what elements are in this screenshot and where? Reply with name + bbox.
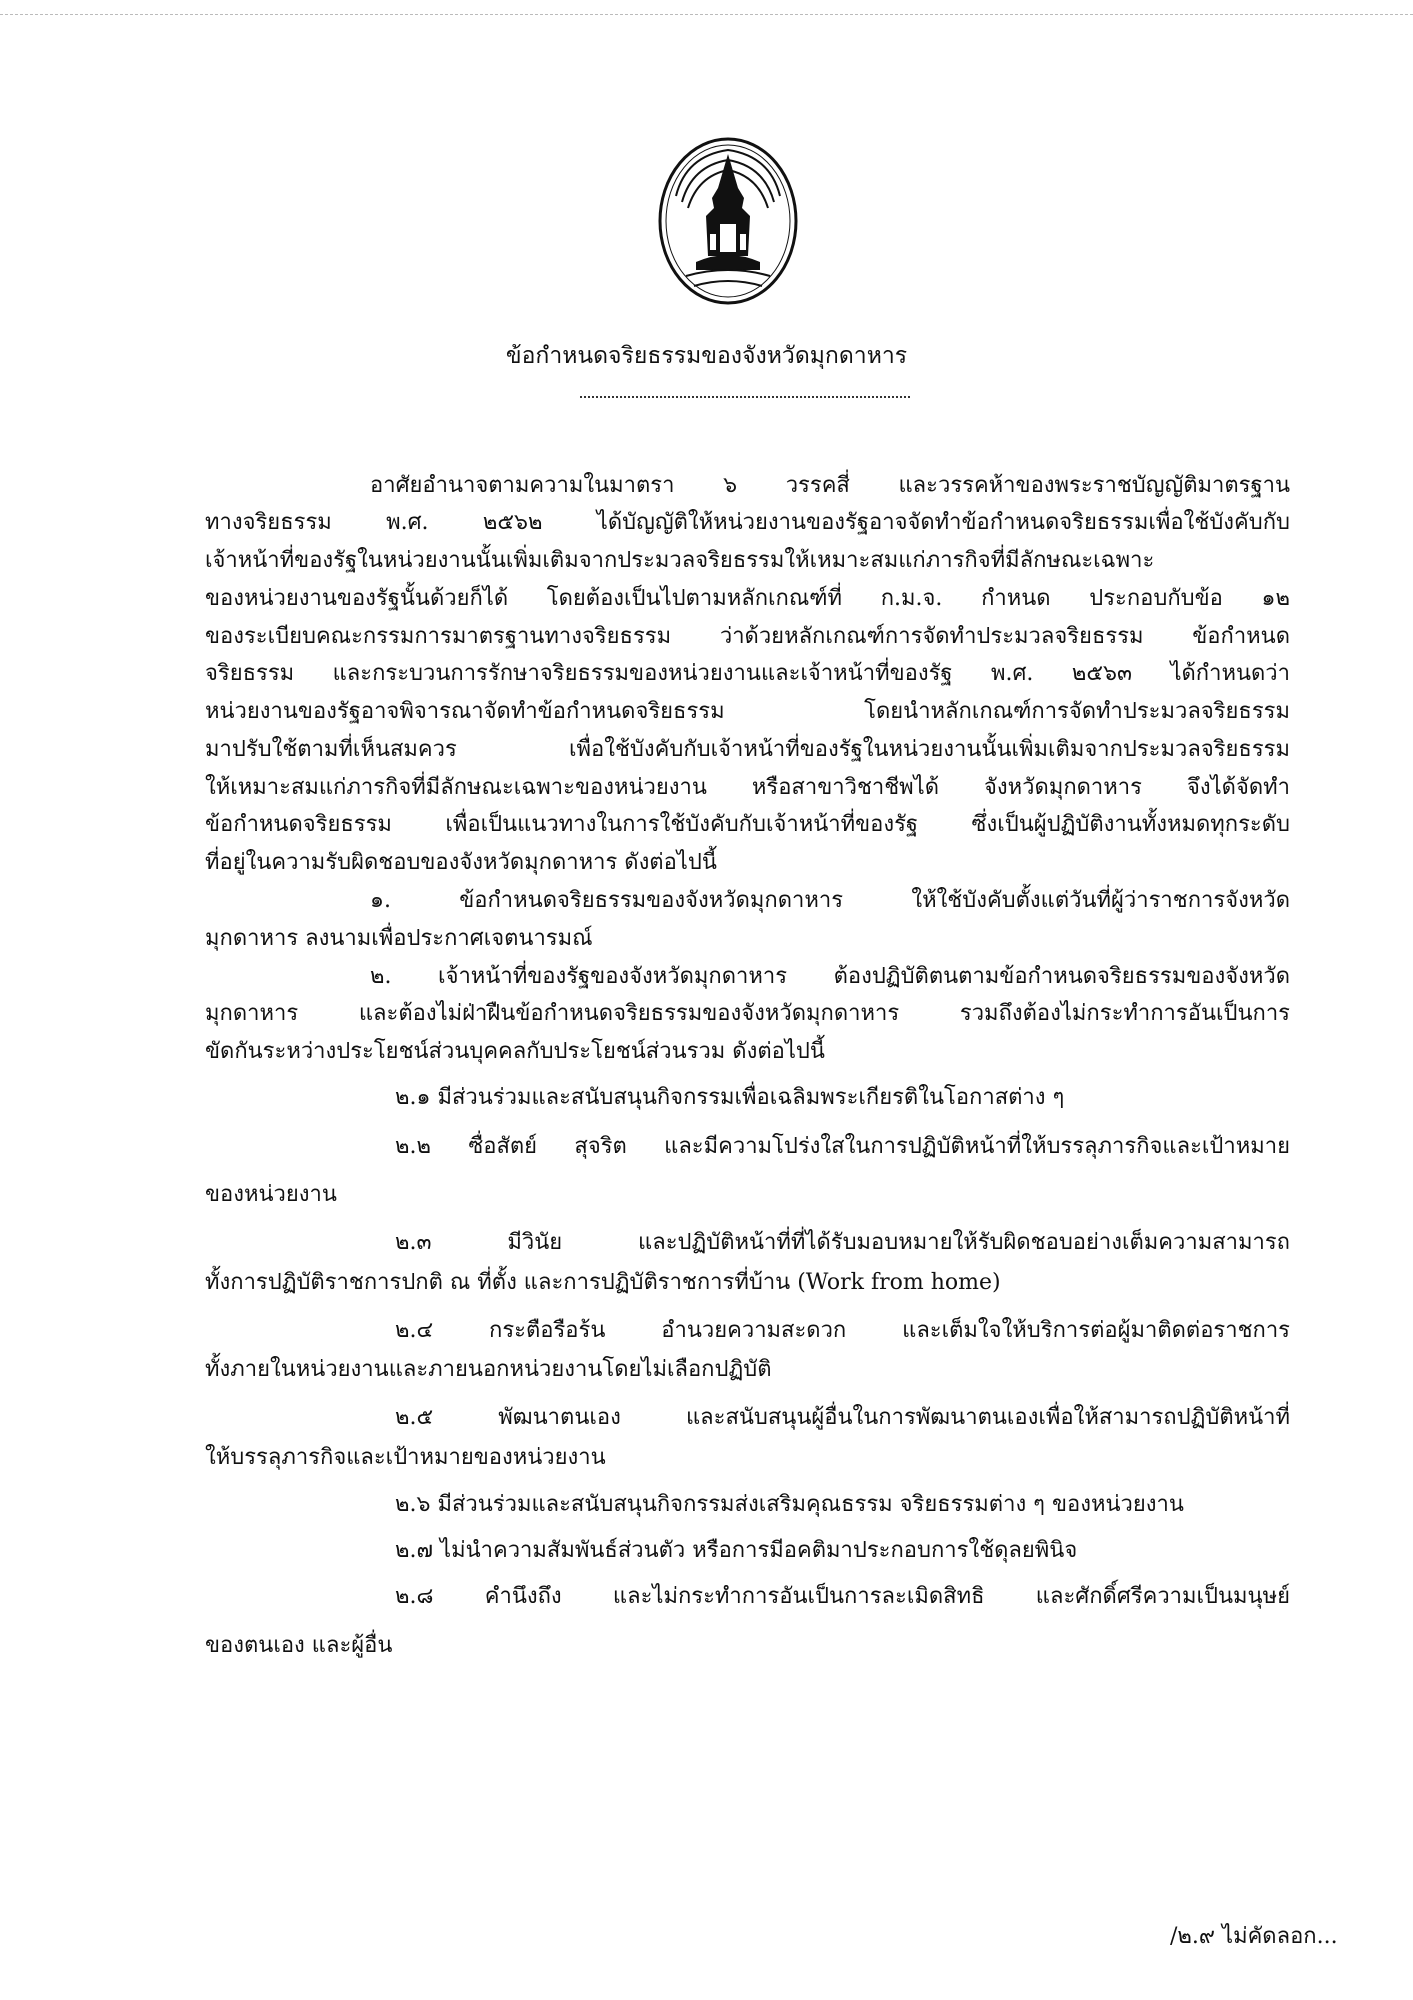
clause-2-2-line-1: ๒.๒ ซื่อสัตย์ สุจริต และมีความโปร่งใสในการปฏิบัติหน้าที่ให้บรรลุภารกิจและเป้าหมาย: [395, 1134, 1290, 1159]
body-line-5: ของระเบียบคณะกรรมการมาตรฐานทางจริยธรรม ว่าด้วยหลักเกณฑ์การจัดทำประมวลจริยธรรม ข้อกำหนด: [205, 624, 1290, 649]
clause-2-5-line-2: ให้บรรลุภารกิจและเป้าหมายของหน่วยงาน: [205, 1445, 606, 1470]
title-dotted-rule: [580, 396, 910, 398]
continuation-note: /๒.๙ ไม่คัดลอก...: [1170, 1924, 1338, 1949]
body-line-8: มาปรับใช้ตามที่เห็นสมควร เพื่อใช้บังคับกับเจ้าหน้าที่ของรัฐในหน่วยงานนั้นเพิ่มเติมจากประมวลจริยธรรม: [205, 737, 1290, 762]
clause-2-4-line-2: ทั้งภายในหน่วยงานและภายนอกหน่วยงานโดยไม่เลือกปฏิบัติ: [205, 1357, 772, 1382]
clause-2-5-line-1: ๒.๕ พัฒนาตนเอง และสนับสนุนผู้อื่นในการพัฒนาตนเองเพื่อให้สามารถปฏิบัติหน้าที่: [395, 1405, 1290, 1430]
body-line-11: ที่อยู่ในความรับผิดชอบของจังหวัดมุกดาหาร ดังต่อไปนี้: [205, 850, 717, 875]
body-line-6: จริยธรรม และกระบวนการรักษาจริยธรรมของหน่วยงานและเจ้าหน้าที่ของรัฐ พ.ศ. ๒๕๖๓ ได้กำหนดว่า: [205, 661, 1290, 686]
scan-edge-line: [0, 14, 1413, 15]
clause-2-line-1: ๒. เจ้าหน้าที่ของรัฐของจังหวัดมุกดาหาร ต้องปฏิบัติตนตามข้อกำหนดจริยธรรมของจังหวัด: [370, 964, 1290, 989]
clause-2-3-line-1: ๒.๓ มีวินัย และปฏิบัติหน้าที่ที่ได้รับมอบหมายให้รับผิดชอบอย่างเต็มความสามารถ: [395, 1230, 1290, 1255]
body-line-7: หน่วยงานของรัฐอาจพิจารณาจัดทำข้อกำหนดจริยธรรม โดยนำหลักเกณฑ์การจัดทำประมวลจริยธรรม: [205, 699, 1290, 724]
clause-2-7: ๒.๗ ไม่นำความสัมพันธ์ส่วนตัว หรือการมีอคติมาประกอบการใช้ดุลยพินิจ: [395, 1538, 1078, 1563]
body-line-2: ทางจริยธรรม พ.ศ. ๒๕๖๒ ได้บัญญัติให้หน่วยงานของรัฐอาจจัดทำข้อกำหนดจริยธรรมเพื่อใช้บังคับกับ: [205, 510, 1290, 535]
clause-2-line-2: มุกดาหาร และต้องไม่ฝ่าฝืนข้อกำหนดจริยธรรมของจังหวัดมุกดาหาร รวมถึงต้องไม่กระทำการอันเป็นการ: [205, 1001, 1290, 1026]
body-line-9: ให้เหมาะสมแก่ภารกิจที่มีลักษณะเฉพาะของหน่วยงาน หรือสาขาวิชาชีพได้ จังหวัดมุกดาหาร จึงได้จัดทำ: [205, 775, 1290, 800]
body-line-4: ของหน่วยงานของรัฐนั้นด้วยก็ได้ โดยต้องเป็นไปตามหลักเกณฑ์ที่ ก.ม.จ. กำหนด ประกอบกับข้อ ๑๒: [205, 586, 1290, 611]
provincial-seal-emblem: [656, 136, 800, 306]
clause-2-4-line-1: ๒.๔ กระตือรือร้น อำนวยความสะดวก และเต็มใจให้บริการต่อผู้มาติดต่อราชการ: [395, 1318, 1290, 1343]
clause-2-1: ๒.๑ มีส่วนร่วมและสนับสนุนกิจกรรมเพื่อเฉลิมพระเกียรติในโอกาสต่าง ๆ: [395, 1085, 1065, 1110]
clause-2-3-line-2: ทั้งการปฏิบัติราชการปกติ ณ ที่ตั้ง และการปฏิบัติราชการที่บ้าน (Work from home): [205, 1270, 1001, 1295]
clause-2-6: ๒.๖ มีส่วนร่วมและสนับสนุนกิจกรรมส่งเสริมคุณธรรม จริยธรรมต่าง ๆ ของหน่วยงาน: [395, 1492, 1184, 1517]
clause-1-line-2: มุกดาหาร ลงนามเพื่อประกาศเจตนารมณ์: [205, 926, 593, 951]
clause-2-line-3: ขัดกันระหว่างประโยชน์ส่วนบุคคลกับประโยชน์ส่วนรวม ดังต่อไปนี้: [205, 1039, 825, 1064]
clause-1-line-1: ๑. ข้อกำหนดจริยธรรมของจังหวัดมุกดาหาร ให้ใช้บังคับตั้งแต่วันที่ผู้ว่าราชการจังหวัด: [370, 888, 1290, 913]
body-line-3: เจ้าหน้าที่ของรัฐในหน่วยงานนั้นเพิ่มเติมจากประมวลจริยธรรมให้เหมาะสมแก่ภารกิจที่มีลักษณะเฉพาะ: [205, 548, 1155, 573]
body-line-10: ข้อกำหนดจริยธรรม เพื่อเป็นแนวทางในการใช้บังคับกับเจ้าหน้าที่ของรัฐ ซึ่งเป็นผู้ปฏิบัติงานทั้งหมดทุกระดับ: [205, 812, 1290, 837]
clause-2-2-line-2: ของหน่วยงาน: [205, 1182, 337, 1207]
document-title: ข้อกำหนดจริยธรรมของจังหวัดมุกดาหาร: [505, 343, 908, 369]
clause-2-8-line-1: ๒.๘ คำนึงถึง และไม่กระทำการอันเป็นการละเมิดสิทธิ และศักดิ์ศรีความเป็นมนุษย์: [395, 1584, 1290, 1609]
body-line-1: อาศัยอำนาจตามความในมาตรา ๖ วรรคสี่ และวรรคห้าของพระราชบัญญัติมาตรฐาน: [370, 473, 1290, 498]
clause-2-8-line-2: ของตนเอง และผู้อื่น: [205, 1633, 393, 1658]
